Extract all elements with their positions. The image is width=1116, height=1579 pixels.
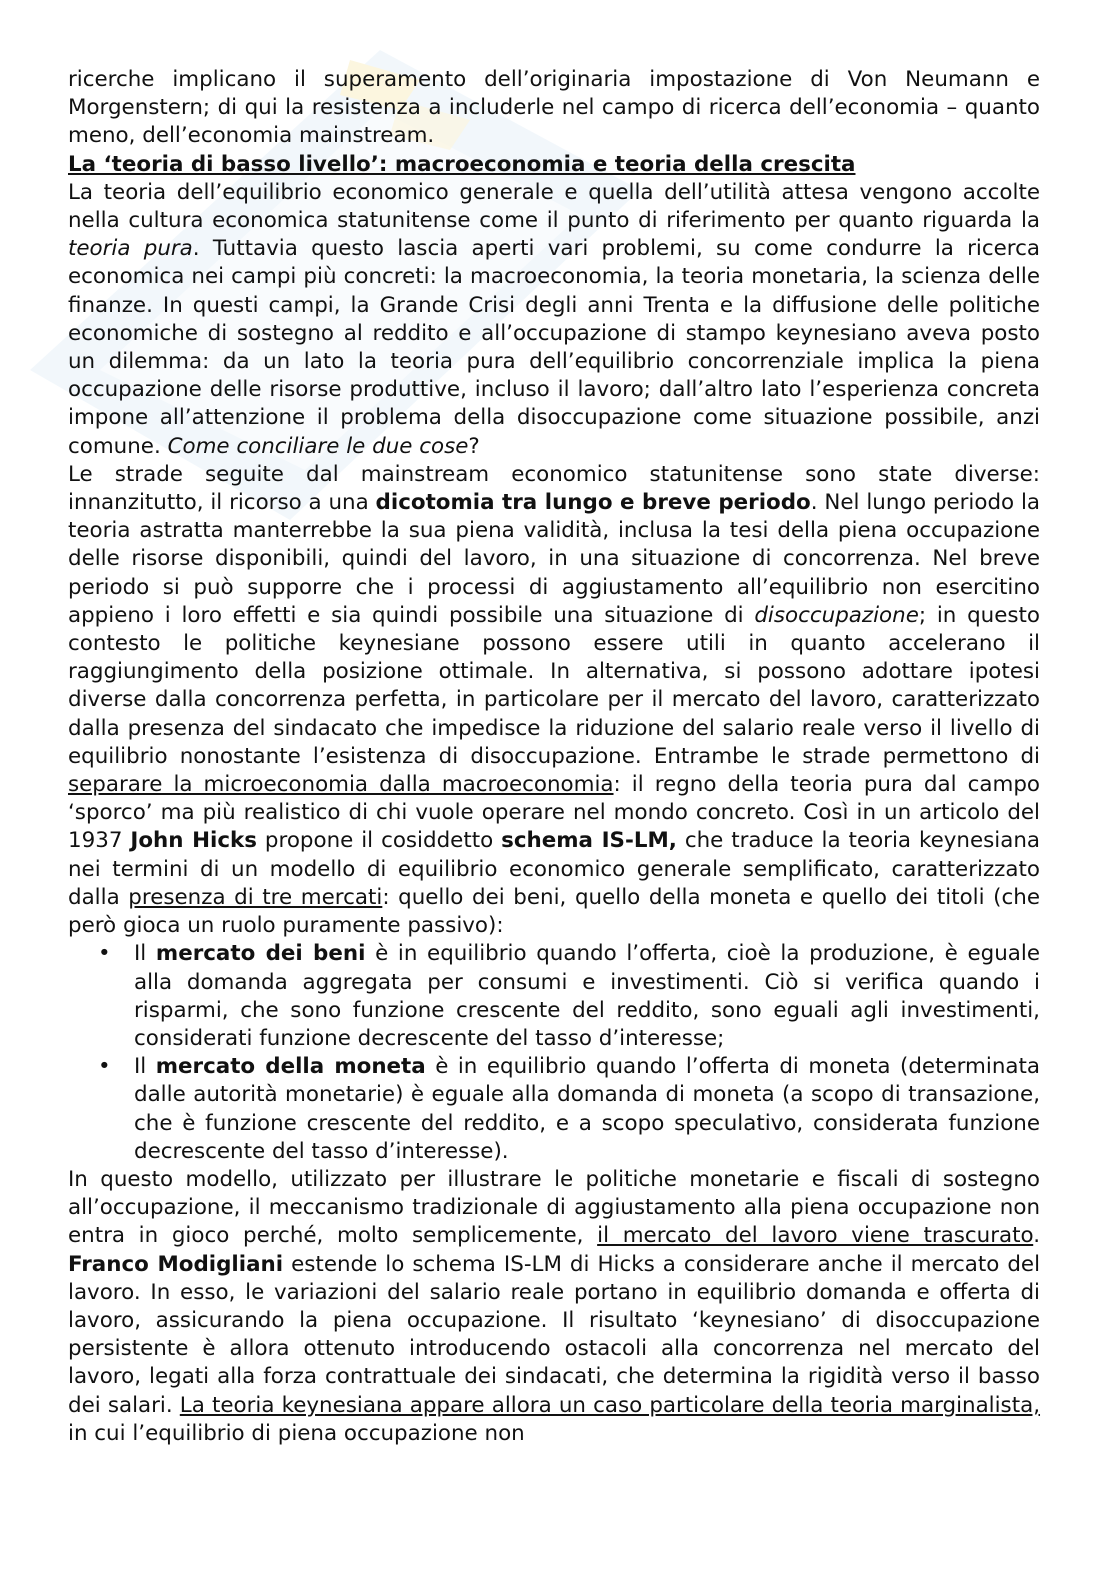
paragraph-intro	[68, 66, 1040, 151]
paragraph-1: La teoria dell’equilibrio economico generale e quella dell’utilità attesa vengono accolte nella cultura economica statunitense come il punto di riferimento per quanto riguarda la teoria pura. Tuttavia questo lascia aperti vari problemi, su come condurre la ricerca economica nei campi più concreti: la macroeconomia, la teoria monetaria, la scienza delle finanze. In questi campi, la Grande Crisi degli anni Trenta e la diffusione delle politiche economiche di sostegno al reddito e all’occupazione di stampo keynesiano aveva posto un dilemma: da un lato la teoria pura dell’equilibrio concorrenziale implica la piena occupazione delle risorse produttive, incluso il lavoro; dall’altro lato l’esperienza concreta impone all’attenzione il problema della disoccupazione come situazione possibile, anzi comune. Come conciliare le due cose?	[68, 179, 1040, 459]
bullet-icon: •	[98, 941, 111, 967]
bold-dicotomia: dicotomia tra lungo e breve periodo	[375, 490, 811, 516]
bold-mercato-beni: mercato dei beni	[155, 941, 366, 967]
list-item: • Il mercato della moneta è in equilibrio quando l’offerta di moneta (determinata dalle autorità monetarie) è eguale alla domanda di moneta (a scopo di transazione, che è funzione crescente del reddito, e a scopo speculativo, considerata funzione decrescente del tasso d’interesse).	[98, 1054, 1040, 1164]
underline-separare: separare la microeconomia dalla macroeconomia	[68, 772, 614, 798]
italic-question: Come conciliare le due cose	[167, 433, 469, 459]
bold-franco-modigliani: Franco Modigliani	[68, 1251, 284, 1277]
bullet-icon: •	[98, 1054, 111, 1080]
bullet-list	[68, 940, 1040, 1166]
italic-disoccupazione: disoccupazione	[754, 602, 919, 628]
bold-mercato-moneta: mercato della moneta	[155, 1054, 426, 1080]
section-heading: La ‘teoria di basso livello’: macroeconomia e teoria della crescita	[68, 151, 856, 177]
underline-tre-mercati: presenza di tre mercati	[128, 884, 383, 910]
paragraph-intro-text: ricerche implicano il superamento dell’originaria impostazione di Von Neumann e Morgenstern; di qui la resistenza a includerle nel campo di ricerca dell’economia – quanto meno, dell’economia mainstream.	[68, 67, 1040, 149]
paragraph-3: In questo modello, utilizzato per illustrare le politiche monetarie e fiscali di sostegno all’occupazione, il meccanismo tradizionale di aggiustamento alla piena occupazione non entra in gioco perché, molto semplicemente, il mercato del lavoro viene trascurato. Franco Modigliani estende lo schema IS-LM di Hicks a considerare anche il mercato del lavoro. In esso, le variazioni del salario reale portano in equilibrio domanda e offerta di lavoro, assicurando la piena occupazione. Il risultato ‘keynesiano’ di disoccupazione persistente è allora ottenuto introducendo ostacoli alla concorrenza nel mercato del lavoro, legati alla forza contrattuale dei sindacati, che determina la rigidità verso il basso dei salari. La teoria keynesiana appare allora un caso particolare della teoria marginalista, in cui l’equilibrio di piena occupazione non	[68, 1166, 1041, 1446]
bold-john-hicks: John Hicks	[130, 828, 257, 854]
italic-teoria-pura: teoria pura	[68, 236, 193, 262]
underline-mercato-lavoro: il mercato del lavoro viene trascurato	[597, 1223, 1034, 1249]
underline-teoria-keynesiana: La teoria keynesiana appare allora un caso particolare della teoria marginalista,	[179, 1392, 1041, 1418]
bold-schema-islm: schema IS-LM,	[501, 828, 677, 854]
paragraph-2: Le strade seguite dal mainstream economico statunitense sono state diverse: innanzitutto, il ricorso a una dicotomia tra lungo e breve periodo. Nel lungo periodo la teoria astratta manterrebbe la sua piena validità, inclusa la tesi della piena occupazione delle risorse disponibili, quindi del lavoro, in una situazione di concorrenza. Nel breve periodo si può supporre che i processi di aggiustamento all’equilibrio non esercitino appieno i loro effetti e sia quindi possibile una situazione di disoccupazione; in questo contesto le politiche keynesiane possono essere utili in quanto accelerano il raggiungimento della posizione ottimale. In alternativa, si possono adottare ipotesi diverse dalla concorrenza perfetta, in particolare per il mercato del lavoro, caratterizzato dalla presenza del sindacato che impedisce la riduzione del salario reale verso il livello di equilibrio nonostante l’esistenza di disoccupazione. Entrambe le strade permettono di separare la microeconomia dalla macroeconomia: il regno della teoria pura dal campo ‘sporco’ ma più realistico di chi vuole operare nel mondo concreto. Così in un articolo del 1937 John Hicks propone il cosiddetto schema IS-LM, che traduce la teoria keynesiana nei termini di un modello di equilibrio economico generale semplificato, caratterizzato dalla presenza di tre mercati: quello dei beni, quello della moneta e quello dei titoli (che però gioca un ruolo puramente passivo):	[68, 461, 1041, 939]
document-page	[68, 66, 1040, 1448]
list-item: • Il mercato dei beni è in equilibrio quando l’offerta, cioè la produzione, è eguale alla domanda aggregata per consumi e investimenti. Ciò si verifica quando i risparmi, che sono funzione crescente del reddito, sono eguali agli investimenti, considerati funzione decrescente del tasso d’interesse;	[98, 941, 1040, 1051]
